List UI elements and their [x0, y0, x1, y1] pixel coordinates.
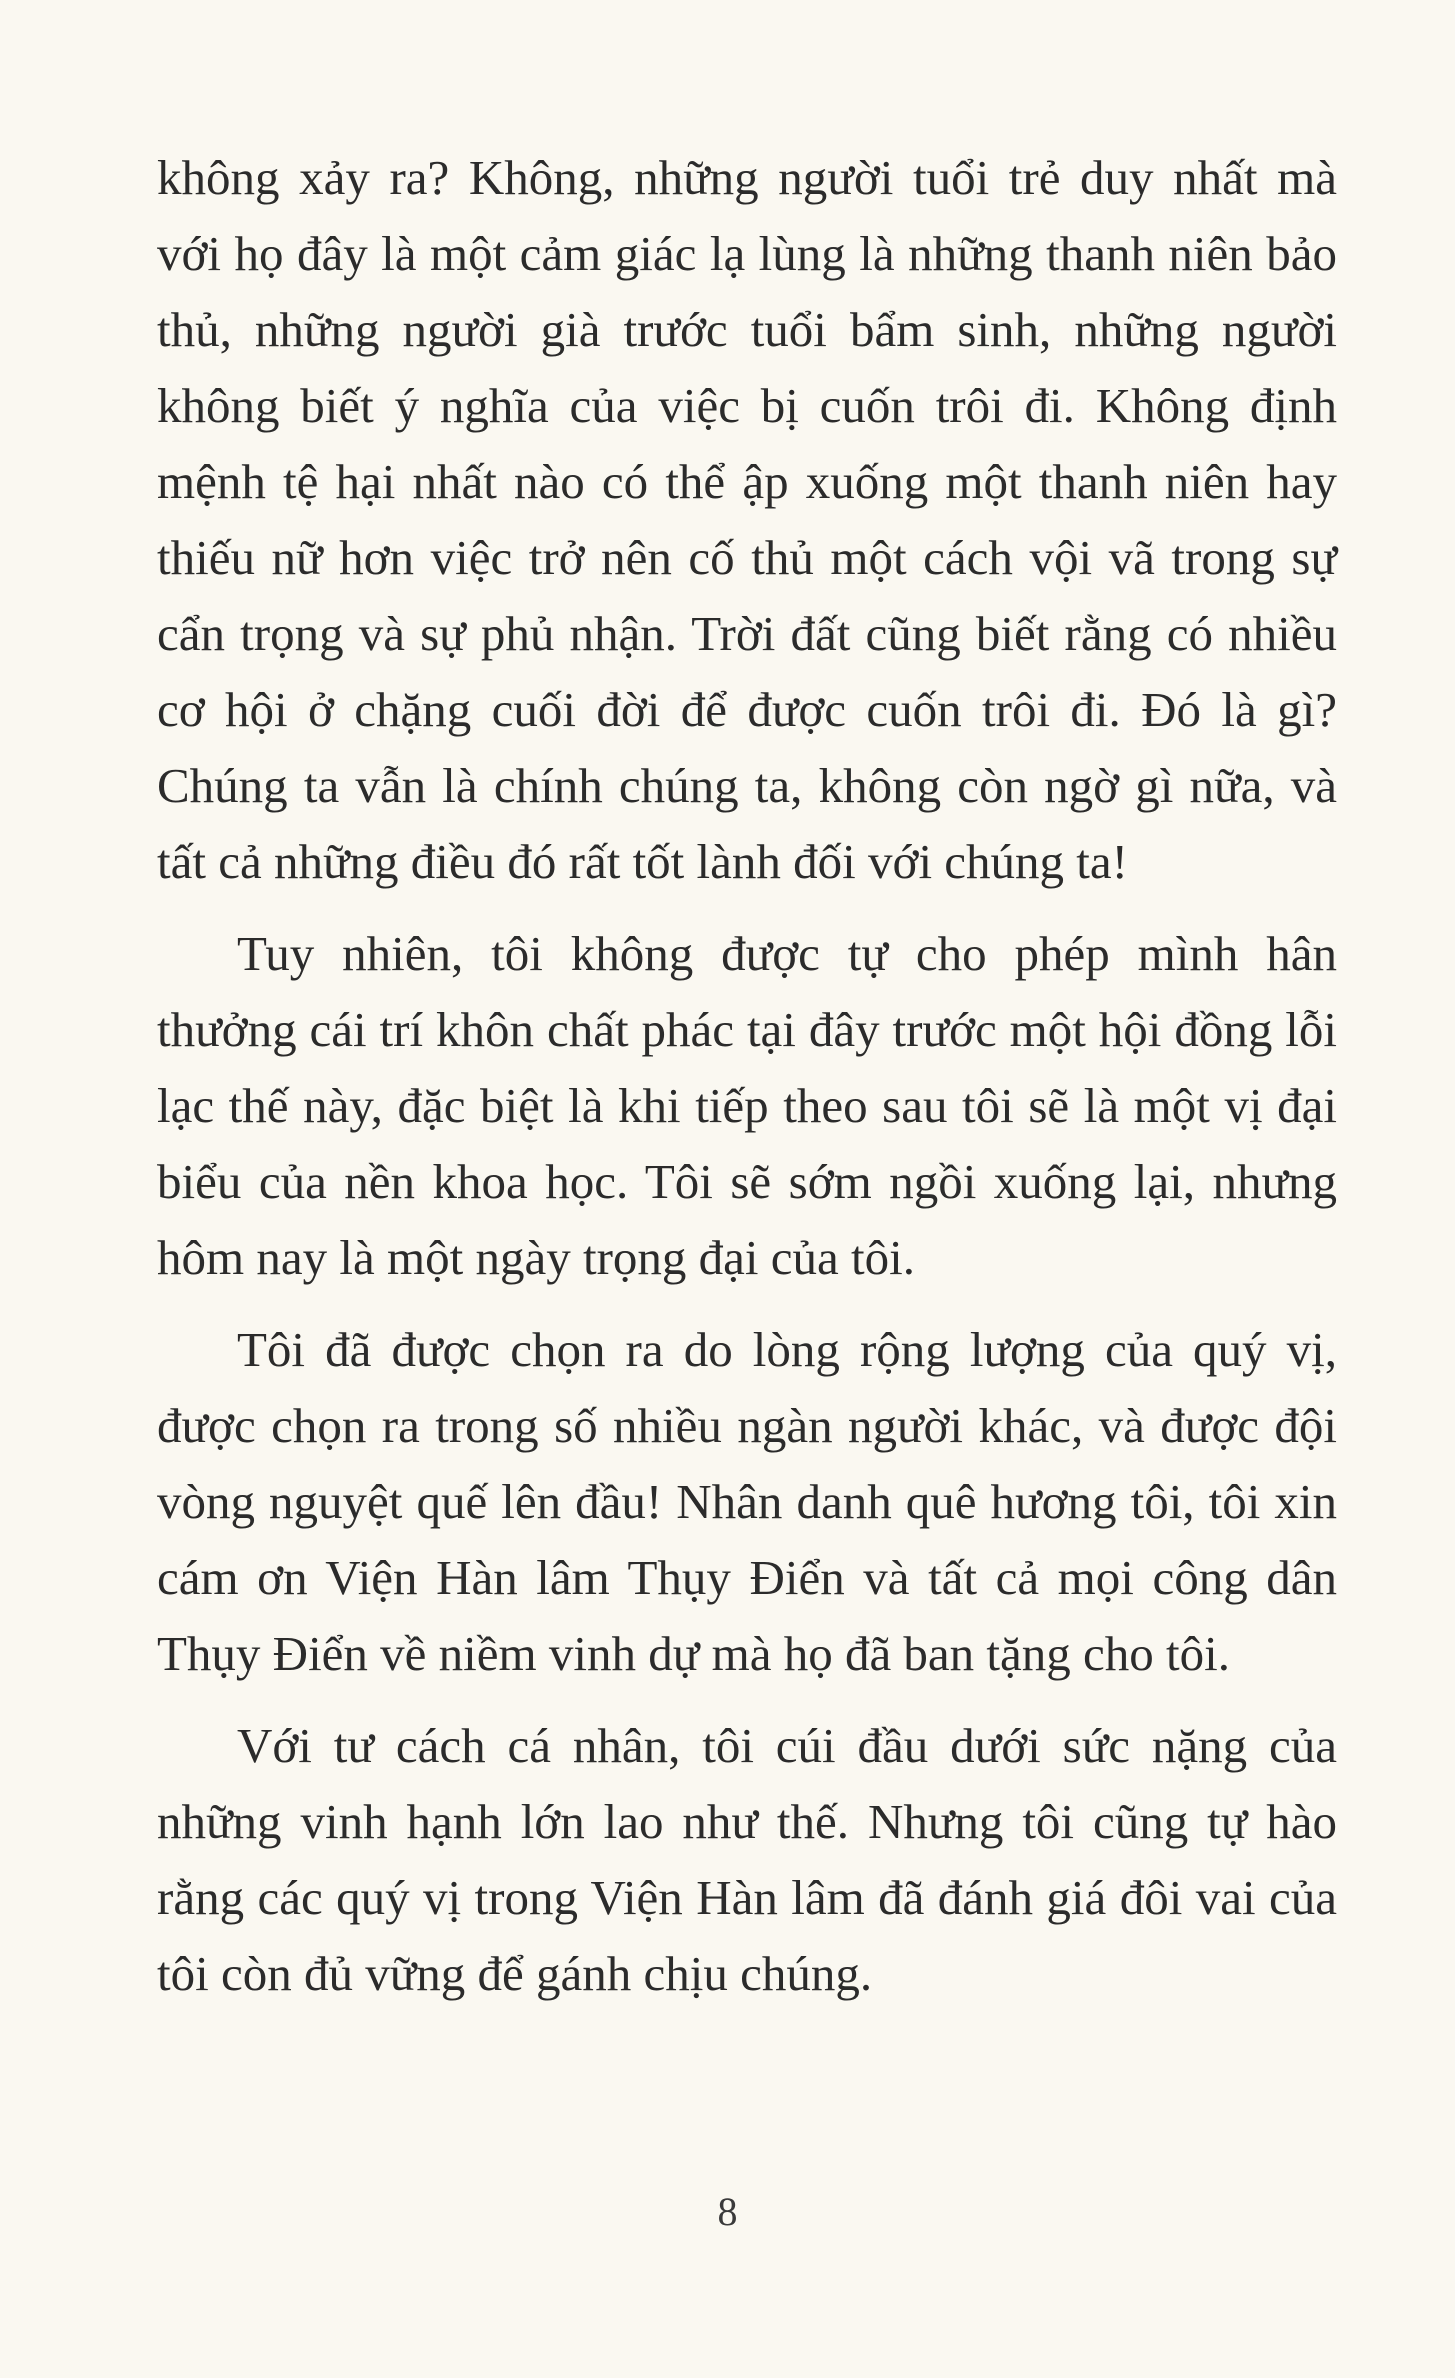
paragraph-2: Tuy nhiên, tôi không được tự cho phép mình hân thưởng cái trí khôn chất phác tại đây trước một hội đồng lỗi lạc thế này, đặc biệt là khi tiếp theo sau tôi sẽ là một vị đại biểu của nền khoa học. Tôi sẽ sớm ngồi xuống lại, nhưng hôm nay là một ngày trọng đại của tôi. — [157, 926, 1337, 1285]
paragraph-continuation: không xảy ra? Không, những người tuổi trẻ duy nhất mà với họ đây là một cảm giác lạ lùng là những thanh niên bảo thủ, những người già trước tuổi bẩm sinh, những người không biết ý nghĩa của việc bị cuốn trôi đi. Không định mệnh tệ hại nhất nào có thể ập xuống một thanh niên hay thiếu nữ hơn việc trở nên cố thủ một cách vội vã trong sự cẩn trọng và sự phủ nhận. Trời đất cũng biết rằng có nhiều cơ hội ở chặng cuối đời để được cuốn trôi đi. Đó là gì? Chúng ta vẫn là chính chúng ta, không còn ngờ gì nữa, và tất cả những điều đó rất tốt lành đối với chúng ta! — [157, 150, 1337, 889]
paragraph-4: Với tư cách cá nhân, tôi cúi đầu dưới sức nặng của những vinh hạnh lớn lao như thế. Nhưng tôi cũng tự hào rằng các quý vị trong Viện Hàn lâm đã đánh giá đôi vai của tôi còn đủ vững để gánh chịu chúng. — [157, 1718, 1337, 2001]
body-text — [157, 140, 1337, 2028]
paragraph-3: Tôi đã được chọn ra do lòng rộng lượng của quý vị, được chọn ra trong số nhiều ngàn người khác, và được đội vòng nguyệt quế lên đầu! Nhân danh quê hương tôi, tôi xin cám ơn Viện Hàn lâm Thụy Điển và tất cả mọi công dân Thụy Điển về niềm vinh dự mà họ đã ban tặng cho tôi. — [157, 1322, 1337, 1681]
page-number: 8 — [717, 2189, 738, 2234]
